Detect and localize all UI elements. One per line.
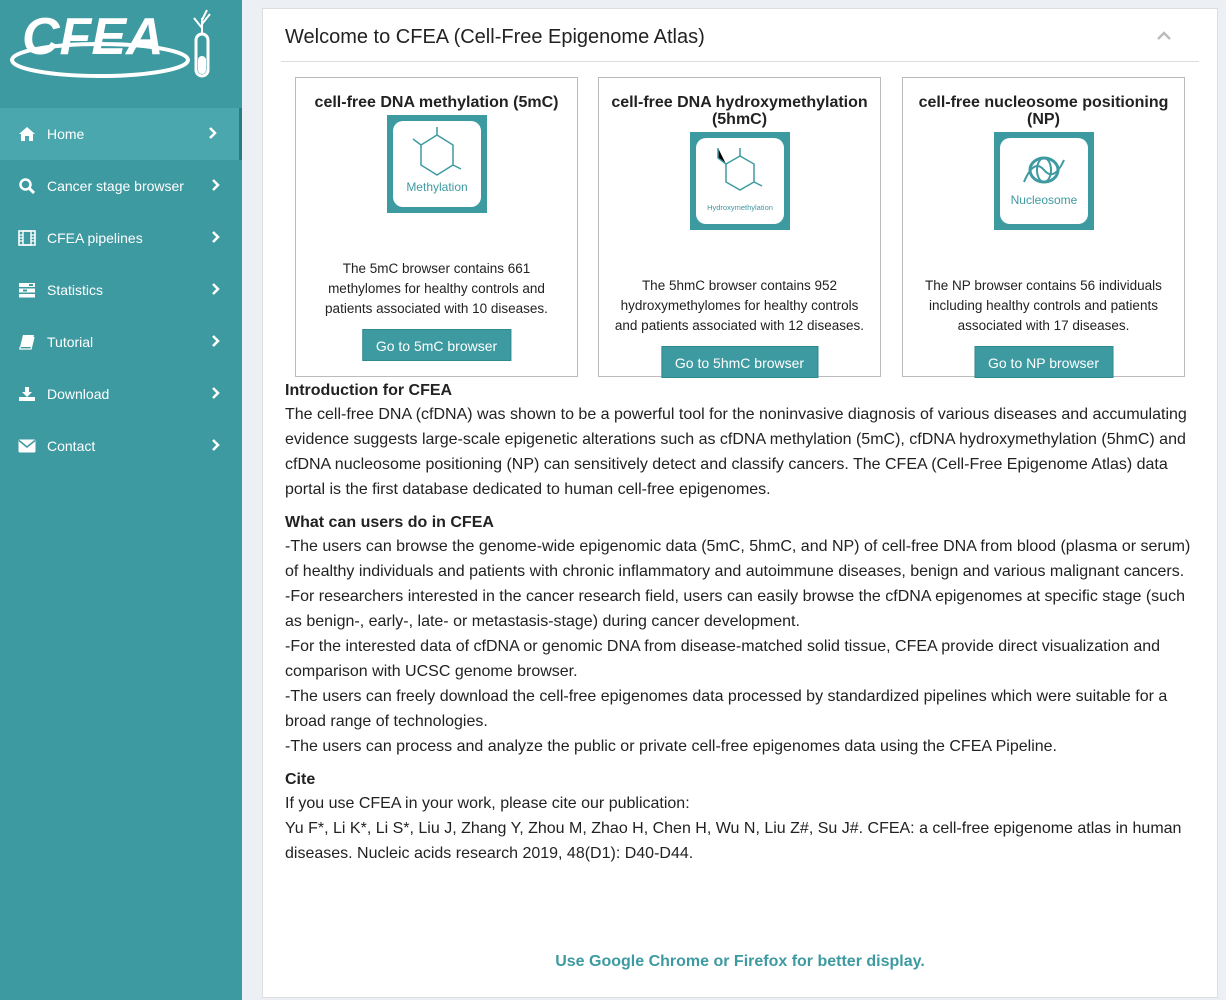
chevron-right-icon xyxy=(212,386,222,402)
what-item: -The users can freely download the cell-free epigenomes data processed by standardized pipelines which were suitable for a broad range of technologies. xyxy=(285,688,1168,730)
chevron-right-icon xyxy=(212,282,222,298)
sidebar-item-cfea-pipelines[interactable] xyxy=(0,212,242,264)
chevron-right-icon xyxy=(212,178,222,194)
go-to-5hmc-button[interactable]: Go to 5hmC browser xyxy=(661,346,818,378)
chevron-right-icon xyxy=(212,334,222,350)
go-to-np-button[interactable]: Go to NP browser xyxy=(974,346,1113,378)
svg-text:CFEA: CFEA xyxy=(22,8,164,66)
card-description: The NP browser contains 56 individuals including healthy controls and patients associated with 17 diseases. xyxy=(925,278,1162,333)
chevron-right-icon xyxy=(212,438,222,454)
sidebar-item-statistics[interactable] xyxy=(0,264,242,316)
home-icon xyxy=(17,125,37,143)
sidebar-item-home[interactable] xyxy=(0,108,242,160)
book-icon xyxy=(17,333,37,351)
card-description: The 5hmC browser contains 952 hydroxymethylomes for healthy controls and patients associated with 12 diseases. xyxy=(614,278,865,333)
welcome-box xyxy=(262,8,1218,998)
what-item: -For the interested data of cfDNA or genomic DNA from disease-matched solid tissue, CFEA provide direct visualization and comparison with UCSC genome browser. xyxy=(285,638,1161,680)
what-heading: What can users do in CFEA xyxy=(285,514,494,531)
sidebar-item-tutorial[interactable] xyxy=(0,316,242,368)
sidebar-item-label: Tutorial xyxy=(47,334,94,350)
cite-reference: Yu F*, Li K*, Li S*, Liu J, Zhang Y, Zhou M, Zhao H, Chen H, Wu N, Liu Z#, Su J#. CFEA: a cell-free epigenome atlas in human diseases. Nucleic acids research 2019, 48(D1): D40-D44. xyxy=(285,820,1182,862)
card-title: cell-free DNA methylation (5mC) xyxy=(314,94,559,111)
sidebar xyxy=(0,0,242,1000)
what-item: -The users can browse the genome-wide epigenomic data (5mC, 5hmC, and NP) of cell-free DNA from blood (plasma or serum) of healthy individuals and patients with chronic inflammatory and autoimmune diseases, benign and various malignant cancers. xyxy=(285,538,1191,580)
svg-text:Nucleosome: Nucleosome xyxy=(1010,193,1077,207)
browser-cards xyxy=(263,62,1217,372)
search-icon xyxy=(17,177,37,195)
card-title: cell-free DNA hydroxymethylation (5hmC) xyxy=(611,94,868,128)
intro-heading: Introduction for CFEA xyxy=(285,382,453,399)
sidebar-item-cancer-stage-browser[interactable] xyxy=(0,160,242,212)
sidebar-item-label: Statistics xyxy=(47,282,104,298)
sidebar-item-label: Contact xyxy=(47,438,96,454)
content xyxy=(263,380,1217,866)
hydroxymethylation-image xyxy=(690,132,790,230)
box-header xyxy=(281,9,1199,62)
sidebar-item-label: CFEA pipelines xyxy=(47,230,143,246)
nucleosome-image xyxy=(994,132,1094,230)
chevron-up-icon xyxy=(1157,31,1171,40)
cfea-logo xyxy=(8,4,223,86)
page-title: Welcome to CFEA (Cell-Free Epigenome Atlas) xyxy=(285,25,705,48)
envelope-icon xyxy=(17,437,37,455)
cite-intro: If you use CFEA in your work, please cite our publication: xyxy=(285,795,690,812)
methylation-image xyxy=(387,115,487,213)
sidebar-item-label: Home xyxy=(47,126,85,142)
intro-text: The cell-free DNA (cfDNA) was shown to be a powerful tool for the noninvasive diagnosis of various diseases and accumulating evidence suggests large-scale epigenetic alterations such as cfDNA methylation (5mC), cfDNA hydroxymethylation (5hmC) and cfDNA nucleosome positioning (NP) can sensitively detect and classify cancers. The CFEA (Cell-Free Epigenome Atlas) data portal is the first database dedicated to human cell-free epigenomes. xyxy=(285,406,1187,498)
what-item: -The users can process and analyze the public or private cell-free epigenomes data using the CFEA Pipeline. xyxy=(285,738,1057,755)
collapse-button[interactable] xyxy=(1149,20,1179,50)
svg-text:Methylation: Methylation xyxy=(405,180,468,194)
download-icon xyxy=(17,385,37,403)
logo[interactable] xyxy=(0,0,242,108)
chevron-right-icon xyxy=(212,230,222,246)
cite-heading: Cite xyxy=(285,771,316,788)
card-5hmc xyxy=(598,77,881,377)
what-item: -For researchers interested in the cancer research field, users can easily browse the cfDNA epigenomes at specific stage (such as benign-, early-, late- or metastasis-stage) during cancer development. xyxy=(285,588,1185,630)
sidebar-item-download[interactable] xyxy=(0,368,242,420)
svg-text:Hydroxymethylation: Hydroxymethylation xyxy=(706,203,773,212)
film-icon xyxy=(17,229,37,247)
chevron-right-icon xyxy=(209,126,219,142)
card-description: The 5mC browser contains 661 methylomes for healthy controls and patients associated with 10 diseases. xyxy=(325,261,548,316)
browser-note: Use Google Chrome or Firefox for better display. xyxy=(555,953,925,970)
card-5mc xyxy=(295,77,578,377)
card-title: cell-free nucleosome positioning (NP) xyxy=(918,94,1169,128)
go-to-5mc-button[interactable]: Go to 5mC browser xyxy=(362,329,511,361)
sidebar-item-label: Download xyxy=(47,386,110,402)
tasks-icon xyxy=(17,281,37,299)
sidebar-item-contact[interactable] xyxy=(0,420,242,472)
card-np xyxy=(902,77,1185,377)
sidebar-item-label: Cancer stage browser xyxy=(47,178,184,194)
sidebar-menu xyxy=(0,108,242,472)
